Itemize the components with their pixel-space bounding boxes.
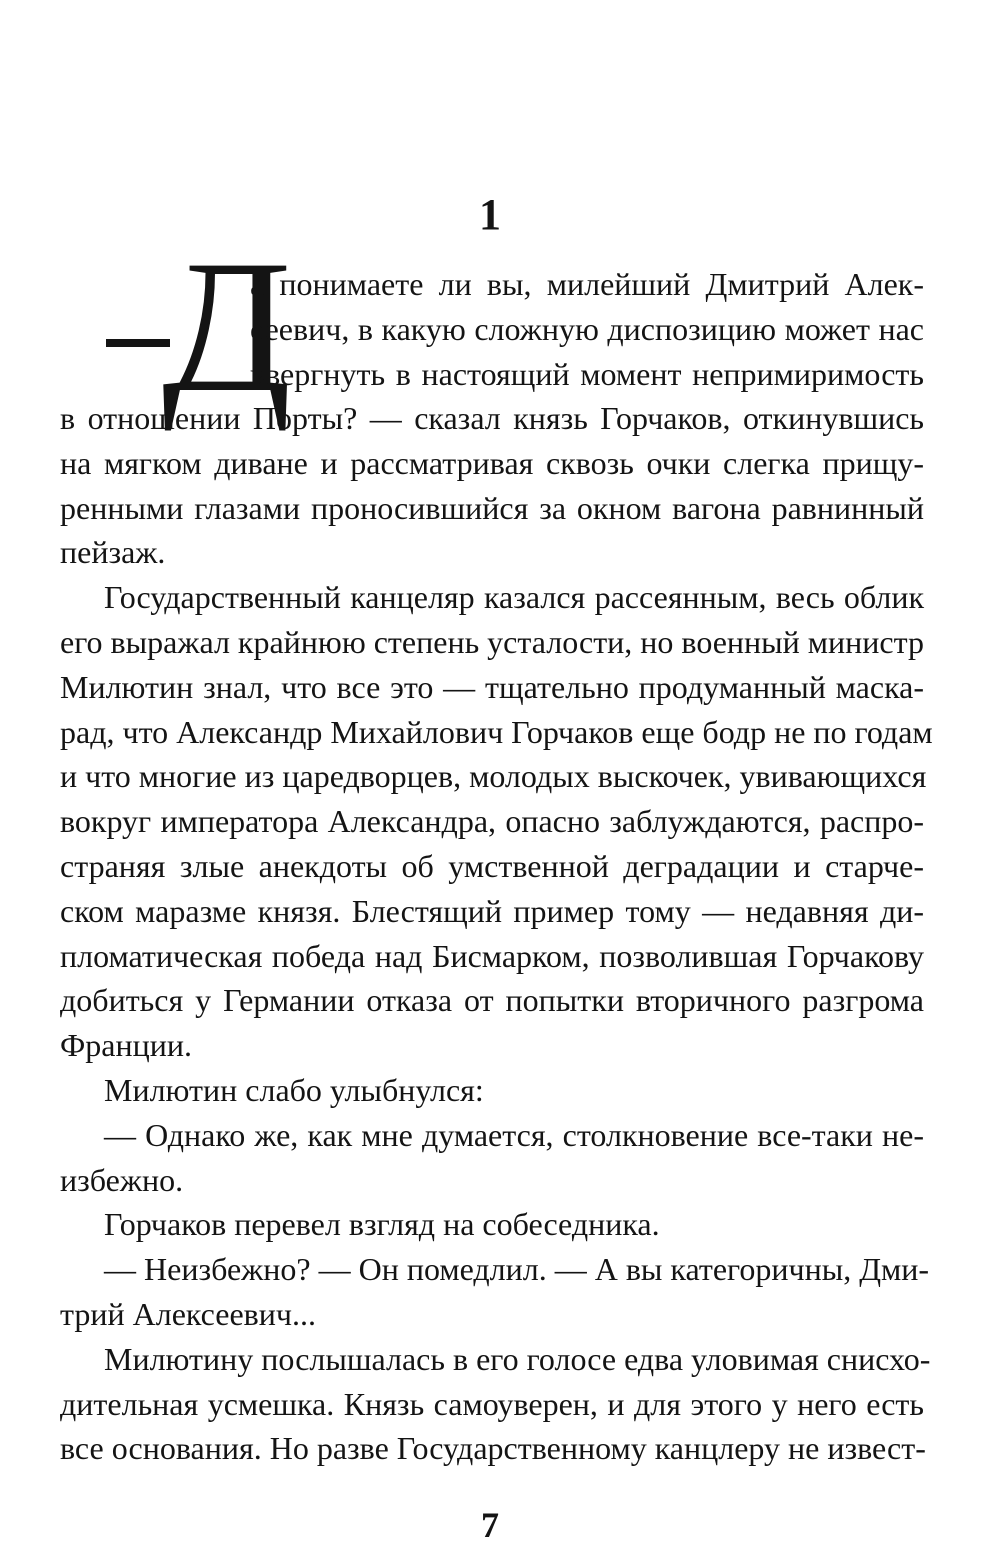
text-line: вокруг императора Александра, опасно заблуждаются, распро- [60,803,924,840]
text-line: в отношении Порты? — сказал князь Горчаков, откинувшись [60,400,924,436]
text-line: Государственный канцеляр казался рассеянным, весь облик [104,579,924,616]
opening-paragraph [250,262,924,396]
text-line: на мягком диване и рассматривая сквозь очки слегка прищу- [60,444,924,481]
body-text [60,396,933,1471]
text-line: Франции. [60,1027,192,1064]
dialogue-dash [106,339,170,347]
text-line: Горчаков перевел взгляд на собеседника. [104,1206,660,1243]
text-line: пейзаж. [60,534,166,571]
text-line: добиться у Германии отказа от попытки вторичного разгрома [60,982,924,1019]
text-line: — Неизбежно? — Он помедлил. — А вы категоричны, Дми- [104,1251,930,1288]
text-line: сеевич, в какую сложную диспозицию может нас [250,310,924,347]
text-line: трий Алексеевич... [60,1295,316,1332]
drop-cap-letter: Д [162,222,292,432]
text-line: его выражал крайнюю степень усталости, но военный министр [60,623,924,660]
text-line: ввергнуть в настоящий момент непримиримость [250,355,924,392]
text-line: ренными глазами проносившийся за окном вагона равнинный [60,489,924,526]
text-line: все основания. Но разве Государственному канцлеру не извест- [60,1430,926,1467]
text-line: дительная усмешка. Князь самоуверен, и для этого у него есть [60,1385,924,1422]
text-line: Милютин знал, что все это — тщательно продуманный маска- [60,668,924,705]
chapter-number: 1 [479,190,501,239]
text-line: и что многие из царедворцев, молодых выскочек, увивающихся [60,758,927,795]
text-line: страняя злые анекдоты об умственной деградации и старче- [60,847,924,884]
text-line: ском маразме князя. Блестящий пример тому — недавняя ди- [60,892,924,929]
page-number: 7 [481,1505,499,1545]
text-line: рад, что Александр Михайлович Горчаков еще бодр не по годам [60,713,933,750]
text-line: Милютин слабо улыбнулся: [104,1071,484,1108]
text-line: избежно. [60,1161,184,1198]
text-line: — Однако же, как мне думается, столкновение все-таки не- [104,1116,924,1153]
text-line: а понимаете ли вы, милейший Дмитрий Алек- [250,266,924,302]
text-line: пломатическая победа над Бисмарком, позволившая Горчакову [60,937,924,974]
text-line: Милютину послышалась в его голосе едва уловимая снисхо- [104,1340,931,1377]
